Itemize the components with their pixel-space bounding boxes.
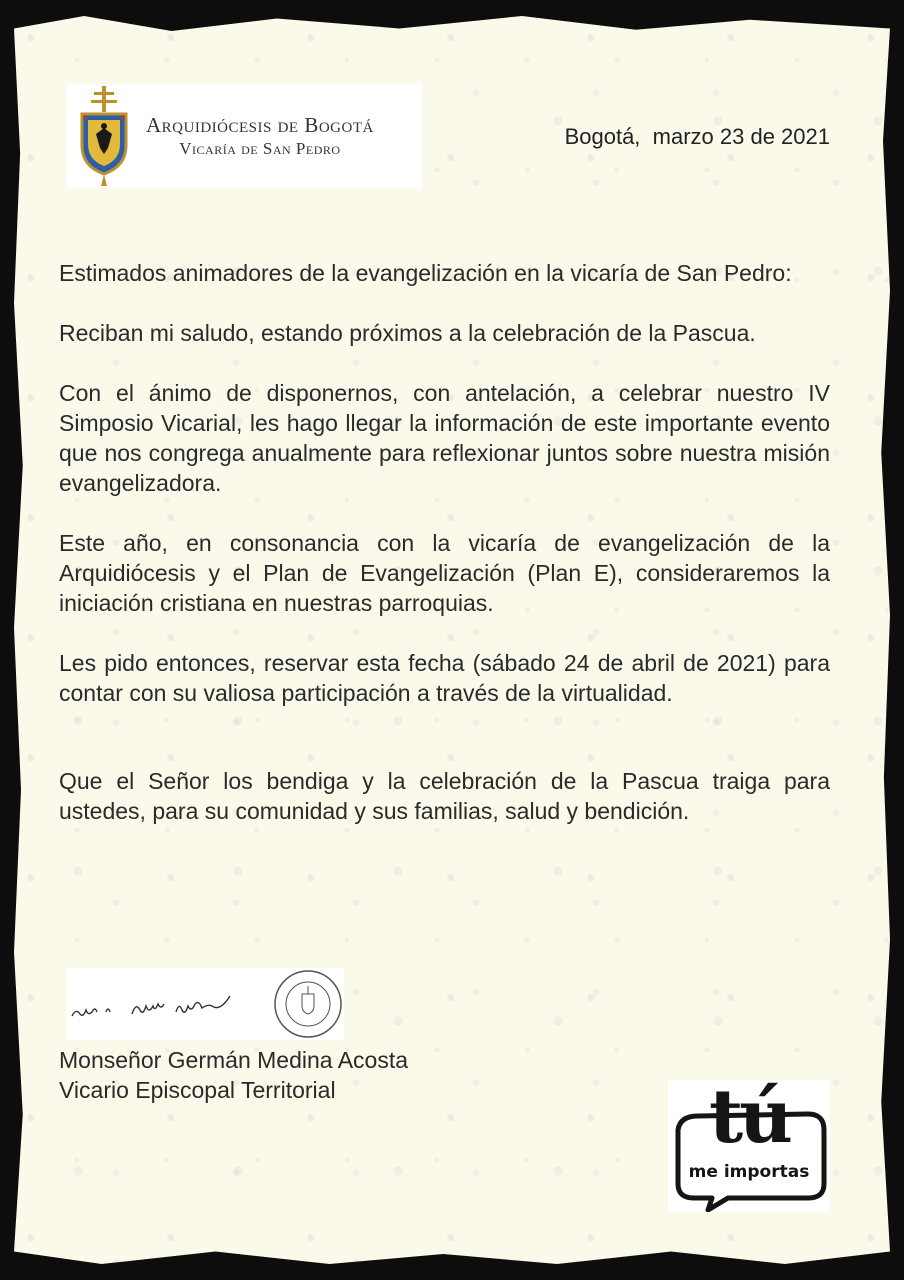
logo-archdiocese-name: Arquidiócesis de Bogotá [146,113,374,137]
symposium-paragraph: Con el ánimo de disponernos, con antelación, a celebrar nuestro IV Simposio Vicarial, les hago llegar la información de este importante evento que nos congrega anualmente para reflexionar juntos sobre nuestra misión evangelizadora. [59,380,830,496]
date-request-paragraph: Les pido entonces, reservar esta fecha (sábado 24 de abril de 2021) para contar con su valiosa participación a través de la virtualidad. [59,650,830,706]
signature-block [66,968,344,1040]
archdiocese-logo [66,84,422,188]
badge-small-text: me importas [688,1162,810,1182]
coat-of-arms-icon [72,84,136,188]
signer-name: Monseñor Germán Medina Acosta [59,1047,409,1073]
logo-text [146,113,374,159]
badge-big-text: tú [709,1074,789,1160]
greeting-paragraph: Reciban mi saludo, estando próximos a la celebración de la Pascua. [59,320,756,346]
theme-paragraph: Este año, en consonancia con la vicaría de evangelización de la Arquidiócesis y el Plan de Evangelización (Plan E), consideraremos la iniciación cristiana en nuestras parroquias. [59,530,830,616]
salutation: Estimados animadores de la evangelización en la vicaría de San Pedro: [59,260,792,286]
signer-block [59,1045,408,1105]
tu-me-importas-badge [668,1074,830,1212]
logo-vicariate-name: Vicaría de San Pedro [179,139,341,158]
signer-title: Vicario Episcopal Territorial [59,1077,336,1103]
blessing-paragraph: Que el Señor los bendiga y la celebración de la Pascua traiga para ustedes, para su comunidad y sus familias, salud y bendición. [59,768,830,824]
handwritten-signature [66,968,344,1040]
seal-stamp-icon [275,971,341,1037]
letter-date: Bogotá, marzo 23 de 2021 [564,124,830,149]
letter-body [59,258,830,856]
